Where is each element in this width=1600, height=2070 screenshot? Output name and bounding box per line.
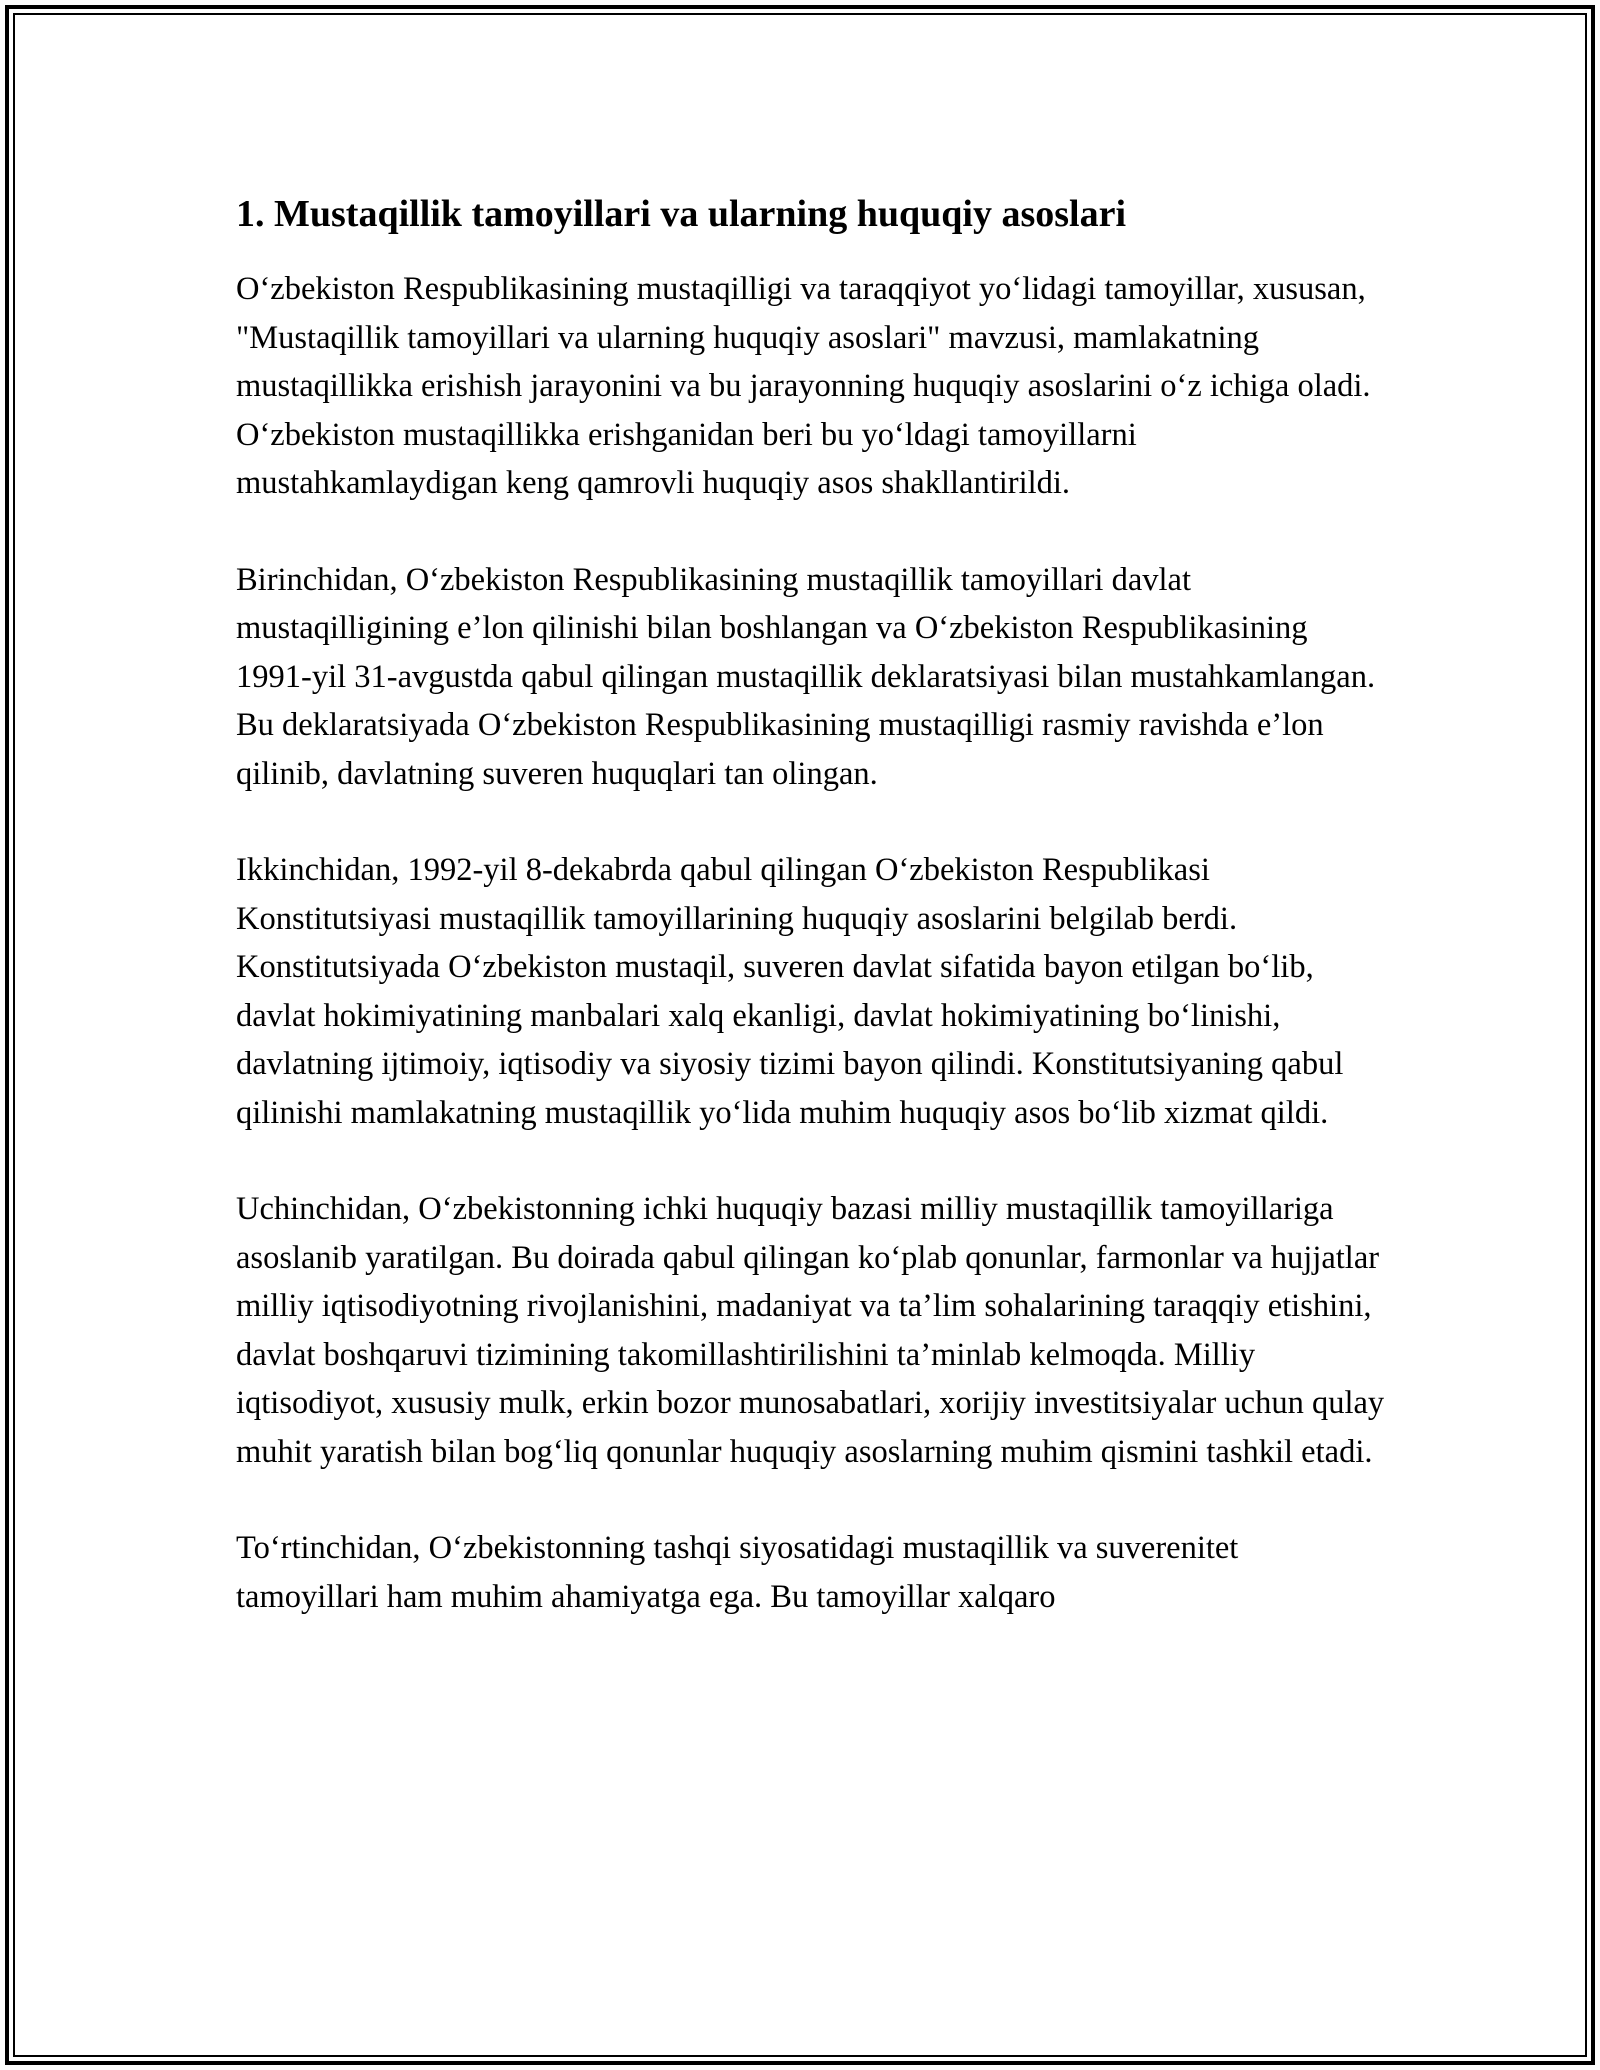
paragraph-second: Ikkinchidan, 1992-yil 8-dekabrda qabul qilingan O‘zbekiston Respublikasi Konstitutsiyasi mustaqillik tamoyillarining huquqiy asoslarini belgilab berdi. Konstitutsiyada O‘zbekiston mustaqil, suveren davlat sifatida bayon etilgan bo‘lib, davlat hokimiyatining manbalari xalq ekanligi, davlat hokimiyatining bo‘linishi, davlatning ijtimoiy, iqtisodiy va siyosiy tizimi bayon qilindi. Konstitutsiyaning qabul qilinishi mamlakatning mustaqillik yo‘lida muhim huquqiy asos bo‘lib xizmat qildi. (236, 852, 1344, 1131)
section-heading: 1. Mustaqillik tamoyillari va ularning huquqiy asoslari (236, 193, 1127, 235)
paragraph-fourth: To‘rtinchidan, O‘zbekistonning tashqi siyosatidagi mustaqillik va suverenitet tamoyillari ham muhim ahamiyatga ega. Bu tamoyillar xalqaro (236, 1530, 1239, 1615)
paragraph-first: Birinchidan, O‘zbekiston Respublikasining mustaqillik tamoyillari davlat mustaqilligining e’lon qilinishi bilan boshlangan va O‘zbekiston Respublikasining 1991-yil 31-avgustda qabul qilingan mustaqillik deklaratsiyasi bilan mustahkamlangan. Bu deklaratsiyada O‘zbekiston Respublikasining mustaqilligi rasmiy ravishda e’lon qilinib, davlatning suveren huquqlari tan olingan. (236, 561, 1376, 792)
document-page (236, 185, 1386, 1669)
paragraph-intro: O‘zbekiston Respublikasining mustaqilligi va taraqqiyot yo‘lidagi tamoyillar, xususan, "Mustaqillik tamoyillari va ularning huquqiy asoslari" mavzusi, mamlakatning mustaqillikka erishish jarayonini va bu jarayonning huquqiy asoslarini o‘z ichiga oladi. O‘zbekiston mustaqillikka erishganidan beri bu yo‘ldagi tamoyillarni mustahkamlaydigan keng qamrovli huquqiy asos shakllantirildi. (236, 271, 1371, 501)
paragraph-third: Uchinchidan, O‘zbekistonning ichki huquqiy bazasi milliy mustaqillik tamoyillariga asoslanib yaratilgan. Bu doirada qabul qilingan ko‘plab qonunlar, farmonlar va hujjatlar milliy iqtisodiyotning rivojlanishini, madaniyat va ta’lim sohalarining taraqqiy etishini, davlat boshqaruvi tizimining takomillashtirilishini ta’minlab kelmoqda. Milliy iqtisodiyot, xususiy mulk, erkin bozor munosabatlari, xorijiy investitsiyalar uchun qulay muhit yaratish bilan bog‘liq qonunlar huquqiy asoslarning muhim qismini tashkil etadi. (236, 1191, 1385, 1470)
